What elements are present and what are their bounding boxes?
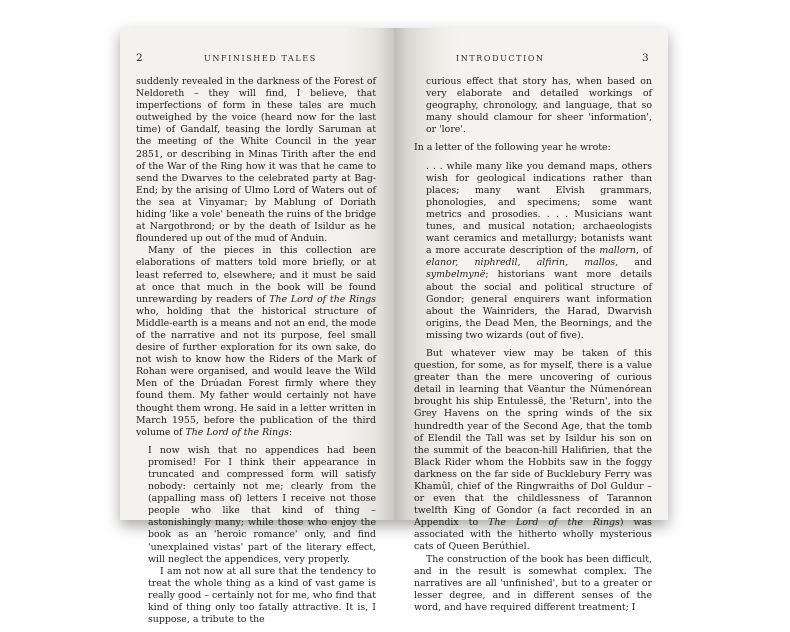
block-quote (136, 445, 376, 626)
paragraph: Many of the pieces in this collection are elaborations of matters told more briefly, or at least referred to, elsewhere; and it must be said at once that much in the book will be found unrewarding by readers of The Lord of the Rings who, holding that the historical structure of Middle-earth is a means and not an end, the mode of the narrative and not its purpose, feel small desire of further exploration for its own sake, do not wish to know how the Riders of the Mark of Rohan were organised, and would leave the Wild Men of the Drúadan Forest firmly where they found them. My father would certainly not have thought them wrong. He said in a letter written in March 1955, before the publication of the third volume of The Lord of the Rings: (136, 245, 376, 438)
paragraph: The construction of the book has been difficult, and in the result is somewhat complex. The narratives are all 'unfinished', but to a greater or lesser degree, and in different senses of the word, and have required different treatment; I (414, 553, 652, 613)
page-number-right: 3 (642, 52, 649, 64)
right-page-text (414, 76, 652, 614)
quote-paragraph: . . . while many like you demand maps, others wish for geological indications rather than places; many want Elvish grammars, phonologies, and specimens; some want metrics and prosodies. . . . Musicians want tunes, and musical notation; archaeologists want ceramics and metallurgy; botanists want a more accurate description of the mallorn, of elanor, niphredil, alfirin, mallos, and symbelmynë; historians want more details about the social and political structure of Gondor; general enquirers want information about the Wainriders, the Harad, Dwarvish origins, the Dead Men, the Beornings, and the missing two wizards (out of five). (426, 160, 653, 341)
open-book (120, 28, 668, 626)
running-head-left: UNFINISHED TALES (204, 54, 317, 63)
left-page (120, 28, 394, 626)
page-number-left: 2 (136, 52, 143, 64)
left-page-text (136, 76, 376, 632)
running-head-right: INTRODUCTION (456, 54, 545, 63)
right-page (394, 28, 668, 613)
quote-paragraph: curious effect that story has, when based on very elaborate and detailed workings of geography, chronology, and language, that so many should clamour for sheer 'information', or 'lore'. (426, 76, 652, 136)
paragraph: But whatever view may be taken of this question, for some, as for myself, there is a value greater than the mere uncovering of curious detail in learning that Vëantur the Númenórean brought his ship Entulessë, the 'Return', into the Grey Havens on the spring winds of the six hundredth year of the Second Age, that the tomb of Elendil the Tall was set by Isildur his son on the summit of the beacon-hill Halifirien, that the Black Rider whom the Hobbits saw in the foggy darkness on the far side of Bucklebury Ferry was Khamûl, chief of the Ringwraiths of Dol Guldur – or even that the childlessness of Tarannon twelfth King of Gondor (a fact recorded in an Appendix to The Lord of the Rings) was associated with the hitherto wholly mysterious cats of Queen Berúthiel. (414, 347, 652, 553)
quote-paragraph: I am not now at all sure that the tendency to treat the whole thing as a kind of vast game is really good – certainly not for me, who find that kind of thing only too fatally attractive. It is, I suppose, a tribute to the (148, 565, 376, 626)
block-quote (414, 161, 652, 342)
intro-line: In a letter of the following year he wrote: (414, 142, 611, 154)
quote-paragraph: I now wish that no appendices had been promised! For I think their appearance in truncated and compressed form will satisfy nobody: certainly not me; clearly from the (appalling mass of) letters I receive not those people who like that kind of thing – astonishingly many; while those who enjoy the book as an 'heroic romance' only, and find 'unexplained vistas' part of the literary effect, will neglect the appendices, very properly. (148, 444, 376, 565)
block-quote-continued (414, 76, 652, 136)
paragraph: suddenly revealed in the darkness of the Forest of Neldoreth – they will find, I believe, that imperfections of form in these tales are much outweighed by the voice (heard now for the last time) of Gandalf, teasing the lordly Saruman at the meeting of the White Council in the year 2851, or describing in Minas Tirith after the end of the War of the Ring how it was that he came to send the Dwarves to the celebrated party at Bag-End; by the arising of Ulmo Lord of Waters out of the sea at Vinyamar; by Mablung of Doriath hiding 'like a vole' beneath the ruins of the bridge at Nargothrond; or by the death of Isildur as he floundered up out of the mud of Anduin. (136, 76, 376, 245)
